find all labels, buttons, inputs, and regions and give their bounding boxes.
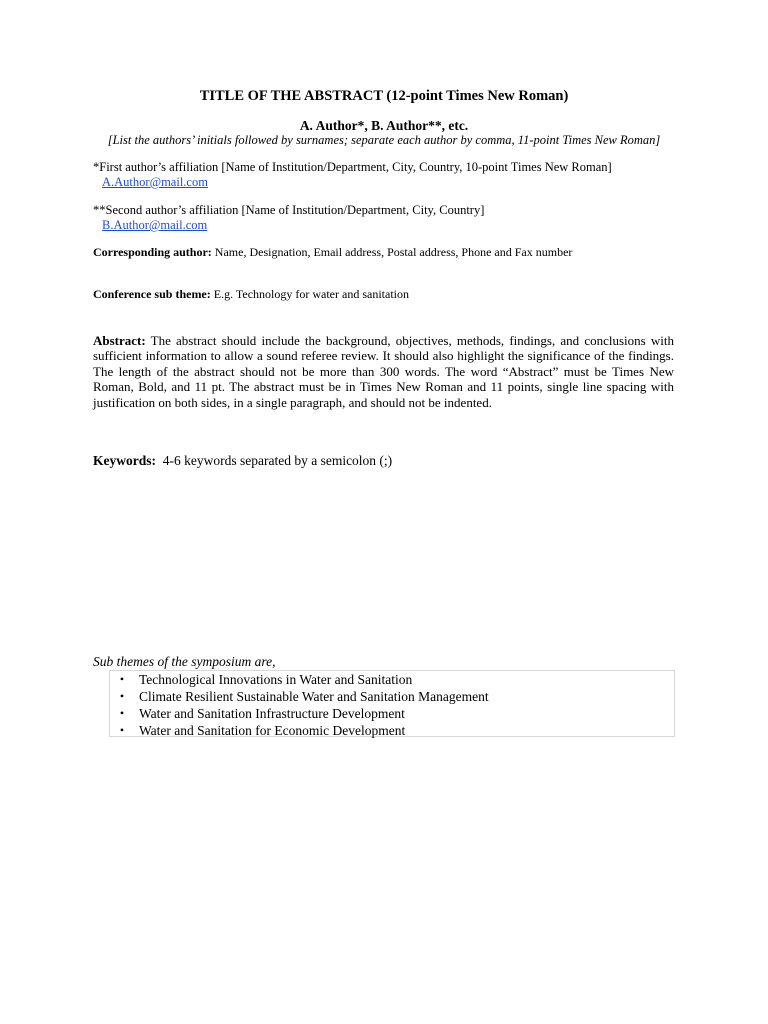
- affiliation-second-email-link[interactable]: B.Author@mail.com: [102, 218, 208, 232]
- bullet-icon: •: [119, 706, 125, 720]
- symposium-intro: Sub themes of the symposium are,: [93, 654, 276, 669]
- symposium-themes-list: [110, 671, 674, 739]
- corresponding-author: [93, 245, 572, 260]
- bullet-icon: •: [119, 689, 125, 703]
- corresponding-author-text: Name, Designation, Email address, Postal address, Phone and Fax number: [211, 245, 573, 259]
- theme-label: Climate Resilient Sustainable Water and Sanitation Management: [139, 689, 489, 704]
- corresponding-author-label: Corresponding author:: [93, 245, 212, 259]
- affiliation-second: [93, 203, 484, 233]
- abstract-text: The abstract should include the background, objectives, methods, findings, and conclusions with sufficient information to allow a sound referee review. It should also highlight the significance of the findings. The length of the abstract should not be more than 300 words. The word “Abstract” must be Times New Roman, Bold, and 11 pt. The abstract must be in Times New Roman and 11 points, single line spacing with justification on both sides, in a single paragraph, and should not be indented.: [93, 333, 674, 410]
- affiliation-first: [93, 160, 612, 190]
- list-item: [110, 671, 674, 688]
- abstract-paragraph: [93, 333, 674, 410]
- abstract-title: TITLE OF THE ABSTRACT (12-point Times New Roman): [199, 88, 569, 104]
- keywords-text: 4-6 keywords separated by a semicolon (;): [156, 453, 393, 468]
- author-instructions: [List the authors’ initials followed by surnames; separate each author by comma, 11-point Times New Roman]: [107, 133, 661, 147]
- theme-label: Water and Sanitation Infrastructure Development: [139, 706, 405, 721]
- bullet-icon: •: [119, 672, 125, 686]
- bullet-icon: •: [119, 723, 125, 737]
- conference-sub-theme: [93, 287, 409, 302]
- conference-sub-theme-text: E.g. Technology for water and sanitation: [210, 287, 409, 301]
- theme-label: Technological Innovations in Water and Sanitation: [139, 672, 413, 687]
- list-item: [110, 688, 674, 705]
- symposium-themes-box: [109, 670, 675, 737]
- keywords-label: Keywords:: [93, 453, 156, 468]
- affiliation-second-text: **Second author’s affiliation [Name of Institution/Department, City, Country]: [93, 203, 485, 217]
- affiliation-first-email-link[interactable]: A.Author@mail.com: [102, 175, 208, 189]
- list-item: [110, 705, 674, 722]
- theme-label: Water and Sanitation for Economic Development: [139, 723, 406, 738]
- abstract-label: Abstract:: [93, 333, 146, 348]
- keywords-line: [93, 452, 392, 469]
- affiliation-first-text: *First author’s affiliation [Name of Institution/Department, City, Country, 10-point Times New Roman]: [93, 160, 612, 174]
- author-list: A. Author*, B. Author**, etc.: [299, 118, 469, 133]
- conference-sub-theme-label: Conference sub theme:: [93, 287, 211, 301]
- list-item: [110, 722, 674, 739]
